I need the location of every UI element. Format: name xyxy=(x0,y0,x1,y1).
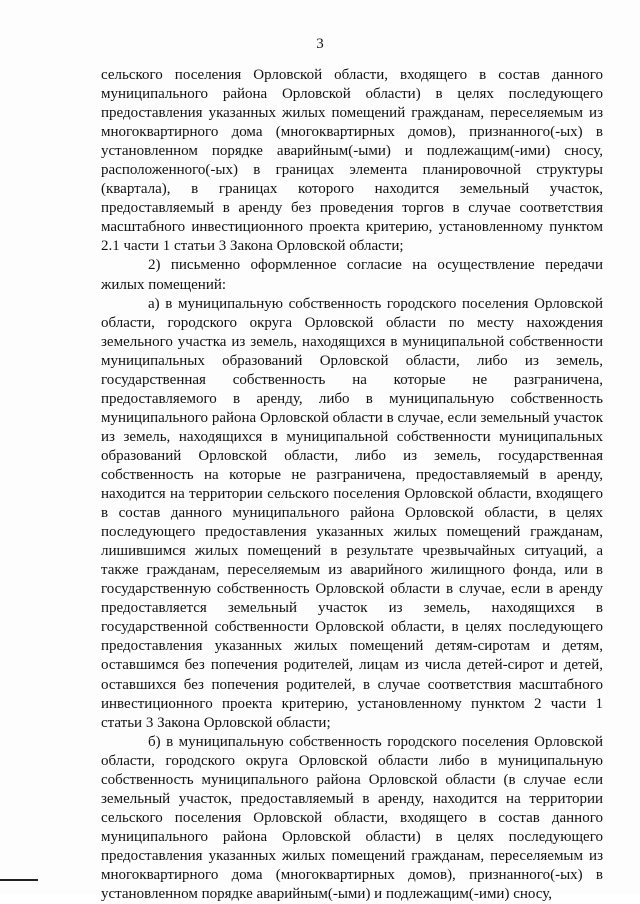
paragraph-item-2: 2) письменно оформленное согласие на осуществление передачи жилых помещений: xyxy=(101,257,603,293)
paragraph-subitem-b: б) в муниципальную собственность городского поселения Орловской области, городского округа Орловской области либо в муниципальную собственность муниципального района Орловской области (в случае если земельный участок, предоставляемый в аренду, находится на территории сельского поселения Орловской области, входящего в состав данного муниципального района Орловской области) в целях последующего предоставления указанных жилых помещений гражданам, переселяемым из многоквартирного дома (многоквартирных домов), признанного(-ых) в установленном порядке аварийным(-ыми) и подлежащим(-ими) сносу, xyxy=(101,733,603,903)
paragraph-subitem-a: а) в муниципальную собственность городского поселения Орловской области, городского округа Орловской области по месту нахождения земельного участка из земель, находящихся в муниципальной собственности муниципальных образований Орловской области, либо из земель, государственная собственность на которые не разграничена, предоставляемого в аренду, либо в муниципальную собственность муниципального района Орловской области в случае, если земельный участок из земель, находящихся в муниципальной собственности муниципальных образований Орловской области, либо из земель, государственная собственность на которые не разграничена, предоставляемый в аренду, находится на территории сельского поселения Орловской области, входящего в состав данного муниципального района Орловской области, в целях последующего предоставления указанных жилых помещений гражданам, лишившимся жилых помещений в результате чрезвычайных ситуаций, а также гражданам, переселяемым из аварийного жилищного фонда, или в государственную собственность Орловской области в случае, если в аренду предоставляется земельный участок из земель, находящихся в государственной собственности Орловской области, в целях последующего предоставления указанных жилых помещений детям-сиротам и детям, оставшимся без попечения родителей, лицам из числа детей-сирот и детей, оставшихся без попечения родителей, в случае соответствия масштабного инвестиционного проекта критерию, установленному пунктом 2 части 1 статьи 3 Закона Орловской области; xyxy=(101,295,603,731)
page-number: 3 xyxy=(316,36,324,52)
document-body xyxy=(101,66,603,904)
scan-edge-mark xyxy=(0,879,38,881)
paragraph-continuation: сельского поселения Орловской области, входящего в состав данного муниципального района Орловской области) в целях последующего предоставления указанных жилых помещений гражданам, переселяемым из многоквартирного дома (многоквартирных домов), признанного(-ых) в установленном порядке аварийным(-ыми) и подлежащим(-ими) сносу, расположенного(-ых) в границах элемента планировочной структуры (квартала), в границах которого находится земельный участок, предоставляемый в аренду без проведения торгов в случае соответствия масштабного инвестиционного проекта критерию, установленному пунктом 2.1 части 1 статьи 3 Закона Орловской области; xyxy=(101,67,603,255)
